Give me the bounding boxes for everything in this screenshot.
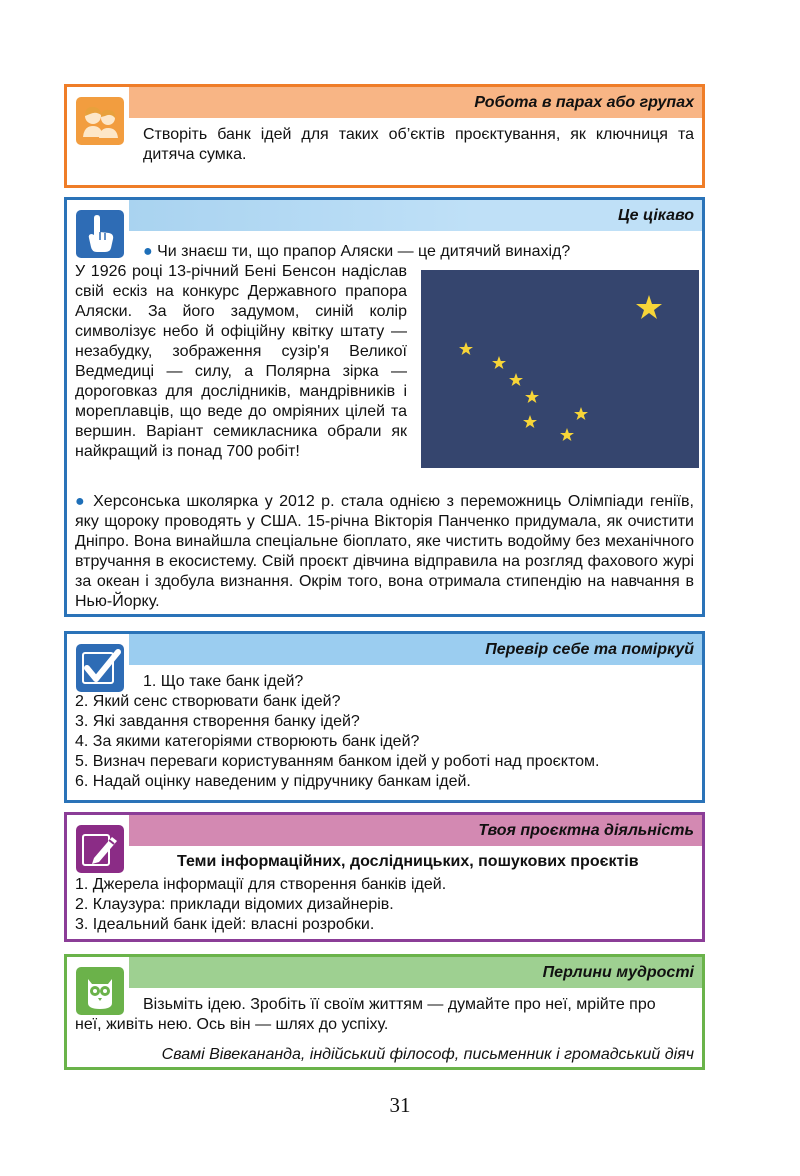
check-list [75,692,599,792]
check-item-2: 2. Який сенс створювати банк ідей? [75,693,341,710]
check-item-4: 4. За якими категоріями створюють банк ідей? [75,733,420,750]
alaska-flag-image [421,270,699,468]
wisdom-box [64,954,705,1070]
pair-work-box [64,84,705,188]
flag-field [421,270,699,468]
wisdom-author: Свамі Вівекананда, індійський філософ, письменник і громадський діяч [161,1046,694,1063]
wisdom-quote-line-1: Візьміть ідею. Зробіть її своїм життям — думайте про неї, мрійте про [143,996,656,1013]
alaska-question [143,242,570,262]
interesting-header: Це цікаво [129,200,702,231]
checkmark-icon [76,644,124,692]
wisdom-quote [75,995,694,1035]
project-topic-2: 2. Клаузура: приклади відомих дизайнерів. [75,896,394,913]
check-item-1: 1. Що таке банк ідей? [143,673,304,690]
kherson-paragraph-text: Херсонська школярка у 2012 р. стала однією з переможниць Олімпіади геніїв, яку щороку проводять у США. 15-річна Вікторія Панченко придумала, як очистити Дніпро. Вона винайшла спеціальне біоплато, яке чистить водойму без механічного втручання в екосистему. Свій проєкт дівчина відправила на розгляд фахового журі за океан і здобула визнання. Окрім того, вона отримала стипендію на навчання в Нью-Йорку. [75,493,695,610]
bullet-dot: ● [143,243,153,260]
check-item-5: 5. Визнач переваги користуванням банком ідей у роботі над проєктом. [75,753,600,770]
project-topic-1: 1. Джерела інформації для створення банків ідей. [75,876,447,893]
bullet-dot: ● [75,493,87,510]
self-check-header: Перевір себе та поміркуй [129,634,702,665]
pair-work-text: Створіть банк ідей для таких об’єктів проєктування, як ключниця та дитяча сумка. [143,126,694,163]
alaska-paragraph: У 1926 році 13-річний Бені Бенсон надіслав свій ескіз на конкурс Державного прапора Аляски. За його задумом, синій колір символізує небо й офіційну квітку штату — незабудку, зображення сузір'я Великої Ведмедиці — силу, а Полярна зірка — дороговказ для дослідників, мандрівників і мореплавців, що веде до омріяних цілей та вершин. Варіант семикласника обрали як найкращий із понад 700 робіт! [75,263,407,460]
pencil-icon [76,825,124,873]
raised-finger-icon [76,210,124,258]
project-activity-header: Твоя проєктна діяльність [129,815,702,846]
check-item-3: 3. Які завдання створення банку ідей? [75,713,360,730]
check-item-6: 6. Надай оцінку наведеним у підручнику банкам ідей. [75,773,471,790]
page-number: 31 [389,1093,411,1117]
wisdom-quote-line-2: неї, живіть нею. Ось він — шлях до успіху. [75,1016,389,1033]
alaska-question-text: Чи знаєш ти, що прапор Аляски — це дитячий винахід? [157,243,571,260]
children-pair-icon [76,97,124,145]
project-topic-3: 3. Ідеальний банк ідей: власні розробки. [75,916,375,933]
project-topics-title: Теми інформаційних, дослідницьких, пошукових проєктів [177,853,639,870]
pair-work-header: Робота в парах або групах [129,87,702,118]
project-activity-box [64,812,705,942]
interesting-box [64,197,705,617]
wisdom-header: Перлини мудрості [129,957,702,988]
project-topics-list [75,875,446,935]
self-check-box [64,631,705,803]
kherson-paragraph [75,492,694,612]
